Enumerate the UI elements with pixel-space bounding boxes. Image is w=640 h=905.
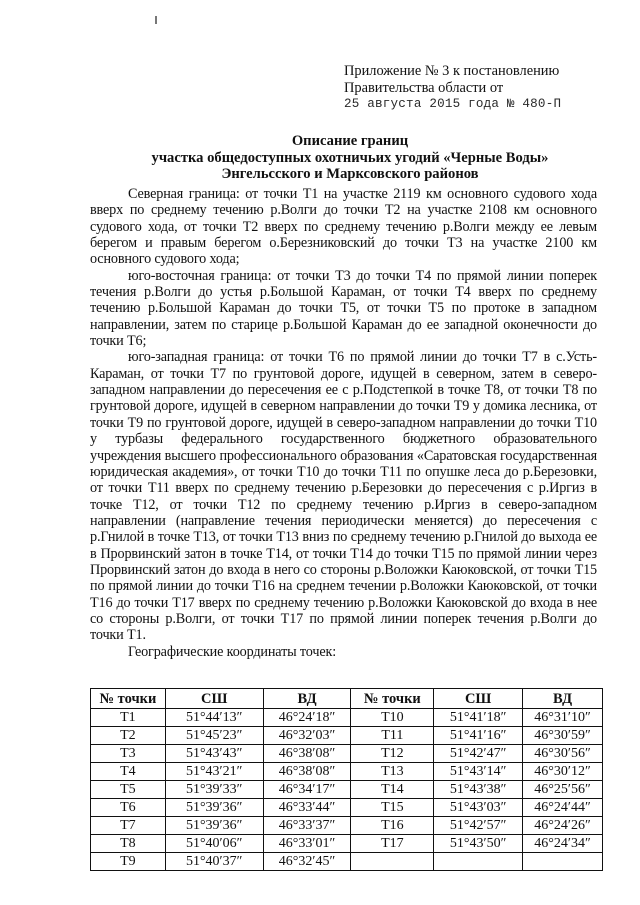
table-cell: 51°43′21″ xyxy=(165,763,263,781)
header-lat-1: СШ xyxy=(165,689,263,709)
document-body xyxy=(90,186,597,660)
table-row xyxy=(91,799,603,817)
table-cell: 51°42′57″ xyxy=(434,817,523,835)
table-cell: 51°40′37″ xyxy=(165,853,263,871)
table-row xyxy=(91,853,603,871)
title-line-3: Энгельсского и Марксовского районов xyxy=(221,166,479,182)
header-point-1: № точки xyxy=(91,689,166,709)
table-cell: Т11 xyxy=(351,727,434,745)
table-cell: Т16 xyxy=(351,817,434,835)
table-cell: Т13 xyxy=(351,763,434,781)
table-cell: 46°24′26″ xyxy=(523,817,603,835)
table-cell: 46°33′37″ xyxy=(263,817,351,835)
table-cell: 46°24′18″ xyxy=(263,709,351,727)
document-title xyxy=(70,133,630,183)
table-row xyxy=(91,709,603,727)
scan-mark xyxy=(155,16,157,24)
table-cell: Т3 xyxy=(91,745,166,763)
header-point-2: № точки xyxy=(351,689,434,709)
table-row xyxy=(91,745,603,763)
table-cell: 46°24′44″ xyxy=(523,799,603,817)
table-cell: Т2 xyxy=(91,727,166,745)
table-cell: Т17 xyxy=(351,835,434,853)
table-cell: Т6 xyxy=(91,799,166,817)
table-cell: Т9 xyxy=(91,853,166,871)
table-cell: 46°30′12″ xyxy=(523,763,603,781)
table-cell: Т5 xyxy=(91,781,166,799)
table-cell: 46°33′44″ xyxy=(263,799,351,817)
table-cell: Т14 xyxy=(351,781,434,799)
table-cell xyxy=(351,853,434,871)
table-row xyxy=(91,727,603,745)
table-cell: 51°44′13″ xyxy=(165,709,263,727)
table-cell: 51°43′43″ xyxy=(165,745,263,763)
table-cell: Т10 xyxy=(351,709,434,727)
table-cell: Т4 xyxy=(91,763,166,781)
table-cell: Т7 xyxy=(91,817,166,835)
table-row xyxy=(91,763,603,781)
coordinates-table xyxy=(90,688,603,871)
appendix-line-1: Приложение № 3 к постановлению xyxy=(344,63,560,79)
table-cell: 46°30′56″ xyxy=(523,745,603,763)
table-cell: 51°41′16″ xyxy=(434,727,523,745)
header-lon-1: ВД xyxy=(263,689,351,709)
header-lon-2: ВД xyxy=(523,689,603,709)
table-cell: 51°45′23″ xyxy=(165,727,263,745)
table-cell: 51°39′36″ xyxy=(165,817,263,835)
title-line-2: участка общедоступных охотничьих угодий «Черные Воды» xyxy=(151,149,549,166)
table-header-row xyxy=(91,689,603,709)
table-cell: 51°41′18″ xyxy=(434,709,523,727)
appendix-date-line: 25 августа 2015 года № 480-П xyxy=(344,97,562,111)
table-cell xyxy=(523,853,603,871)
table-cell: 46°38′08″ xyxy=(263,745,351,763)
table-cell: 51°39′36″ xyxy=(165,799,263,817)
table-cell: 46°25′56″ xyxy=(523,781,603,799)
paragraph-coordinates-caption: Географические координаты точек: xyxy=(128,643,337,660)
header-lat-2: СШ xyxy=(434,689,523,709)
table-cell: 51°42′47″ xyxy=(434,745,523,763)
table-cell: 46°31′10″ xyxy=(523,709,603,727)
table-cell: 51°43′14″ xyxy=(434,763,523,781)
table-cell: 46°24′34″ xyxy=(523,835,603,853)
title-line-1: Описание границ xyxy=(291,133,409,149)
table-cell: 51°43′03″ xyxy=(434,799,523,817)
table-cell: 46°33′01″ xyxy=(263,835,351,853)
paragraph-southeast-border: юго-восточная граница: от точки Т3 до точки Т4 по прямой линии поперек течения р.Волги до устья р.Большой Караман, от точки Т4 вверх по среднему течению р.Большой Караман до точки Т5, от точки Т5 по протоке в западном направлении, затем по старице р.Большой Караман до ее западной оконечности до точки Т6; xyxy=(90,267,597,350)
table-row xyxy=(91,835,603,853)
table-cell: Т8 xyxy=(91,835,166,853)
table-cell: Т15 xyxy=(351,799,434,817)
table-row xyxy=(91,781,603,799)
table-cell: 46°32′45″ xyxy=(263,853,351,871)
table-cell xyxy=(434,853,523,871)
table-cell: 51°43′50″ xyxy=(434,835,523,853)
appendix-line-2: Правительства области от xyxy=(344,79,504,96)
table-cell: 46°38′08″ xyxy=(263,763,351,781)
table-cell: 51°39′33″ xyxy=(165,781,263,799)
table-cell: 46°30′59″ xyxy=(523,727,603,745)
paragraph-southwest-border: юго-западная граница: от точки Т6 по прямой линии до точки Т7 в с.Усть-Караман, от точки Т7 по грунтовой дороге, идущей в северном, затем в северо-западном направлении до пересечения ее с р.Подстепкой в точке Т8, от точки Т8 по грунтовой дороге, идущей в северном направлении до точки Т9 у домика лесника, от точки Т9 по грунтовой дороге, идущей в северо-западном направлении до точки Т10 у турбазы федерального государственного бюджетного образовательного учреждения высшего профессионального образования «Саратовская государственная юридическая академия», от точки Т10 до точки Т11 по опушке леса до р.Березовки, от точки Т11 вверх по среднему течению р.Березовки до пересечения с р.Иргиз в точке Т12, от точки Т12 по среднему течению р.Иргиз в северо-западном направлении (направление течения периодически меняется) до пересечения с р.Гнилой в точке Т13, от точки Т13 вниз по среднему течению р.Гнилой до выхода ее в Прорвинский затон в точке Т14, от точки Т14 до точки Т15 по прямой линии через Прорвинский затон до входа в него со стороны р.Воложки Каюковской, от точки Т15 по прямой линии до точки Т16 на среднем течении р.Воложки Каюковской, от точки Т16 до точки Т17 вверх по среднему течению р.Воложки Каюковской до входа в нее со стороны р.Волги, от точки Т17 по прямой линии поперек течения р.Волги до точки Т1. xyxy=(90,349,597,644)
table-cell: 46°34′17″ xyxy=(263,781,351,799)
table-cell: Т1 xyxy=(91,709,166,727)
table-cell: 51°43′38″ xyxy=(434,781,523,799)
table-cell: Т12 xyxy=(351,745,434,763)
table-row xyxy=(91,817,603,835)
table-cell: 46°32′03″ xyxy=(263,727,351,745)
table-cell: 51°40′06″ xyxy=(165,835,263,853)
paragraph-north-border: Северная граница: от точки Т1 на участке 2119 км основного судового хода вверх по среднему течению р.Волги до точки Т2 на участке 2108 км основного судового хода, от точки Т2 вверх по среднему течению р.Волги между ее левым берегом и правым берегом о.Березниковский до точки Т3 на участке 2100 км основного судового хода; xyxy=(90,186,597,268)
appendix-header xyxy=(344,63,629,113)
